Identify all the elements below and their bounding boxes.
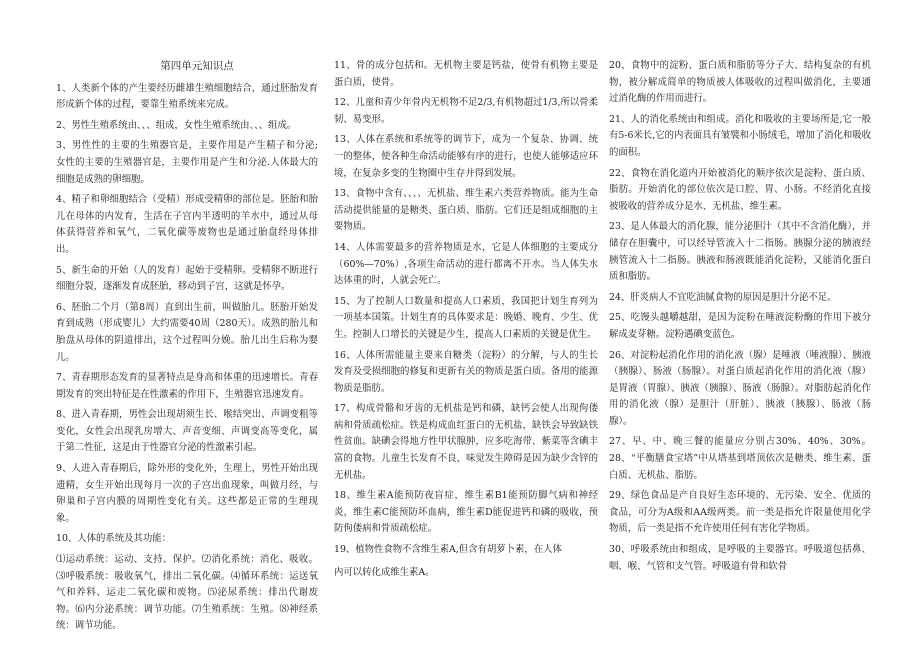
paragraph: 18、维生素A能预防夜盲症，维生素B1能预防脚气病和神经炎，维生素C能预防坏血病，维生素D能促进钙和磷的吸收，预防佝偻病和骨质疏松症。 [334,490,598,535]
paragraph: 8、进入青春期，男性会出现胡须生长、喉结突出、声调变粗等变化，女性会出现乳房增大、声音变细、声调变高等变化，属于第二性征，这是由于性器官分泌的性激素引起。 [56,409,318,454]
paragraph: 30、呼吸系统由和组成，是呼吸的主要器官。呼吸道包括鼻、咽、喉、气管和支气管。呼吸道有骨和软骨 [609,544,871,572]
paragraph: 22、食物在消化道内开始被消化的顺序依次是淀粉、蛋白质、脂肪。开始消化的部位依次是口腔、胃、小肠。不经消化直接被吸收的营养成分是水、无机盐、维生素。 [609,167,871,212]
paragraph: 26、对淀粉起消化作用的消化液（腺）是唾液（唾液腺）、胰液（胰腺）、肠液（肠腺）。对蛋白质起消化作用的消化液（腺）是胃液（胃腺）、胰液（胰腺）、肠液（肠腺）。对脂肪起消化作用的消化液（腺）是胆汁（肝脏）、胰液（胰腺）、肠液（肠腺）。 [609,349,871,427]
paragraph: 16、人体所需能量主要来自糖类（淀粉）的分解，与人的生长发育及受损细胞的修复和更新有关的物质是蛋白质。备用的能源物质是脂肪。 [334,349,598,394]
paragraph: 29、绿色食品是产自良好生态环境的、无污染、安全、优质的食品，可分为A级和AA级两类。前一类是指允许限量使用化学物质，后一类是指不允许使用任何有害化学物质。 [609,490,871,535]
paragraph: 17、构成骨骼和牙齿的无机盐是钙和磷，缺钙会使人出现佝偻病和骨质疏松症。铁是构成血红蛋白的无机盐，缺铁会导致缺铁性贫血。缺碘会得地方性甲状腺肿，应多吃海带、紫菜等含碘丰富的食物。儿童生长发育不良，味觉发生障碍是因为缺少含锌的无机盐。 [334,403,598,481]
paragraph: 24、肝炎病人不宜吃油腻食物的原因是胆汁分泌不足。 [609,291,837,303]
paragraph: 5、新生命的开始（人的发育）起始于受精卵。受精卵不断进行细胞分裂，逐渐发育成胚胎，移动到子宫，这就是怀孕。 [56,264,318,293]
paragraph: 4、精子和卵细胞结合（受精）形成受精卵的部位是。胚胎和胎儿在母体的内发育，生活在子宫内半透明的羊水中，通过从母体获得营养和氧气，二氧化碳等废物也是通过胎盘经母体排出。 [56,194,318,255]
paragraph: 20、食物中的淀粉、蛋白质和脂肪等分子大、结构复杂的有机物，被分解成简单的物质被人体吸收的过程叫做消化，主要通过消化酶的作用而进行。 [609,60,871,105]
column-left [56,58,318,639]
paragraph: 13、食物中含有、、、、无机盐、维生素六类营养物质。能为生命活动提供能量的是糖类、蛋白质、脂肪。它们还是组成细胞的主要物质。 [334,188,598,233]
column-middle [334,58,598,585]
paragraph: 19、植物性食物不含维生素A,但含有胡萝卜素，在人体 [334,544,562,556]
paragraph: 14、人体需要最多的营养物质是水，它是人体细胞的主要成分（60%—70%）,各项生命活动的进行都离不开水。当人体失水达体重的时，人就会死亡。 [334,241,598,287]
paragraph: 13、人体在系统和系统等的调节下，成为一个复杂、协调、统一的整体，使各种生命活动能够有序的进行，也使人能够适应环境，在复杂多变的生物圈中生存并得到发展。 [334,134,598,179]
paragraph: 11、骨的成分包括和。无机物主要是钙盐，使骨有机物主要是蛋白质，使骨。 [334,60,598,88]
column-right [609,58,871,579]
paragraph: 23、是人体最大的消化腺，能分泌胆汁（其中不含消化酶），并储存在胆囊中，可以经导管流入十二指肠。胰腺分泌的胰液经胰管流入十二指肠。胰液和肠液既能消化淀粉，又能消化蛋白质和脂肪。 [609,221,871,283]
paragraph: 3、男性性的主要的生殖器官是，主要作用是产生精子和分泌;女性的主要的生殖器官是，主要作用是产生和分泌.人体最大的细胞是成熟的卵细胞。 [56,140,318,185]
page-title: 第四单元知识点 [160,60,234,72]
paragraph: 1、人类新个体的产生要经历雌雄生殖细胞结合，通过胚胎发育形成新个体的过程，要靠生殖系统来完成。 [56,82,318,111]
paragraph: 6、胚胎二个月（第8周）直到出生前，叫做胎儿。胚胎开始发育到成熟（形成婴儿）大约需要40周（280天）。成熟的胎儿和胎盘从母体的阴道排出，这个过程叫分娩。胎儿出生后称为婴儿。 [56,301,318,363]
paragraph: 21、人的消化系统由和组成。消化和吸收的主要场所是,它一般有5-6米长,它的内表面具有皱襞和小肠绒毛，增加了消化和吸收的面积。 [609,113,871,158]
paragraph: 9、人进入青春期后，除外形的变化外，生理上，男性开始出现遗精，女生开始出现每月一次的子宫出血现象，叫做月经，与卵巢和子宫内膜的周期性变化有关。这些都是正常的生理现象。 [56,463,318,524]
paragraph: 2、男性生殖系统由、、、组成，女性生殖系统由、、、组成。 [56,119,297,131]
paragraph: 10、人体的系统及其功能： [56,533,172,545]
paragraph: 12、儿童和青少年骨内无机物不足2/3,有机物超过1/3,所以骨柔韧、易变形。 [334,97,598,125]
paragraph: 15、为了控制人口数量和提高人口素质，我国把计划生育列为一项基本国策。计划生育的具体要求是：晚婚、晚育、少生、优生。控制人口增长的关键是少生，提高人口素质的关键是优生。 [334,295,598,340]
paragraph: 25、吃馒头越嚼越甜，是因为淀粉在唾液淀粉酶的作用下被分解成麦芽糖。淀粉遇碘变蓝色。 [609,312,871,340]
paragraph: 7、青春期形态发育的显著特点是身高和体重的迅速增长。青春期发育的突出特征是在性激素的作用下，生殖器官迅速发育。 [56,372,318,400]
paragraph: 27、早、中、晚三餐的能量应分别占30%、40%、30%。28、“平衡膳食宝塔”中从塔基到塔顶依次是糖类、维生素、蛋白质、无机盐、脂肪。 [609,436,871,481]
paragraph: 内可以转化成维生素A。 [334,566,435,578]
paragraph: ⑴运动系统：运动、支持、保护。⑵消化系统：消化、吸收。⑶呼吸系统：吸收氧气，排出二氧化碳。⑷循环系统：运送氧气和养料、运走二氧化碳和废物。⑸泌尿系统：排出代谢废物。⑹内分泌系统：调节功能。⑺生殖系统：生殖。⑻神经系统：调节功能。 [56,554,318,632]
